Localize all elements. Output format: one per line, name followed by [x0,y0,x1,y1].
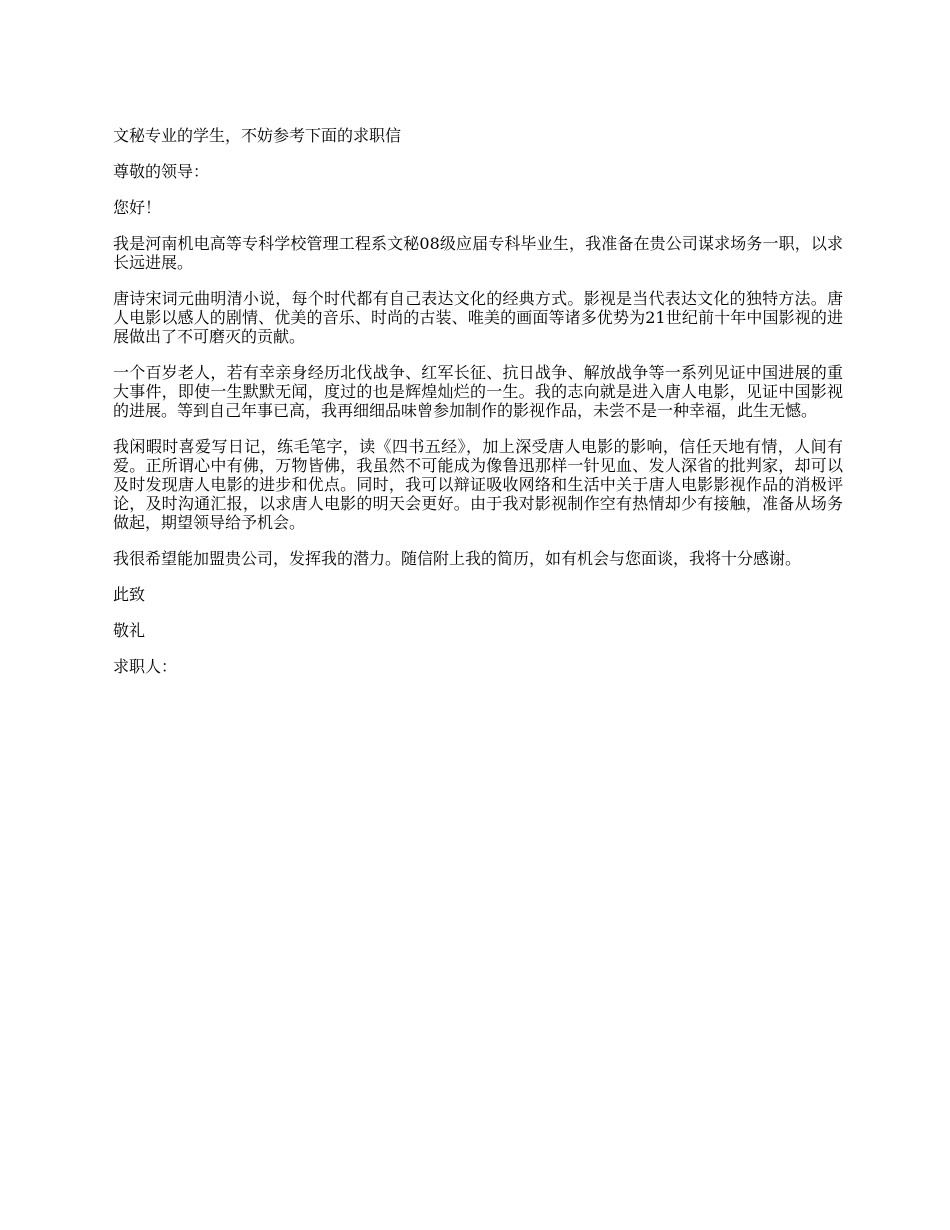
regards: 敬礼 [113,621,146,640]
closing: 此致 [113,585,146,604]
letter-body [113,126,843,693]
paragraph-2: 唐诗宋词元曲明清小说，每个时代都有自己表达文化的经典方式。影视是当代表达文化的独特方法。唐人电影以感人的剧情、优美的音乐、时尚的古装、唯美的画面等诸多优势为21世纪前十年中国影视的进展做出了不可磨灭的贡献。 [113,289,843,346]
greeting: 您好！ [113,198,162,217]
signature: 求职人： [113,657,178,676]
paragraph-3: 一个百岁老人，若有幸亲身经历北伐战争、红军长征、抗日战争、解放战争等一系列见证中国进展的重大事件，即使一生默默无闻，度过的也是辉煌灿烂的一生。我的志向就是进入唐人电影，见证中国影视的进展。等到自己年事已高，我再细细品味曾参加制作的影视作品，未尝不是一种幸福，此生无憾。 [113,363,843,420]
salutation: 尊敬的领导： [113,162,210,181]
intro-line: 文秘专业的学生，不妨参考下面的求职信 [113,126,402,145]
paragraph-1: 我是河南机电高等专科学校管理工程系文秘08级应届专科毕业生，我准备在贵公司谋求场务一职，以求长远进展。 [113,234,843,272]
paragraph-5: 我很希望能加盟贵公司，发挥我的潜力。随信附上我的简历，如有机会与您面谈，我将十分感谢。 [113,549,802,568]
paragraph-4: 我闲暇时喜爱写日记，练毛笔字，读《四书五经》，加上深受唐人电影的影响，信任天地有情，人间有爱。正所谓心中有佛，万物皆佛，我虽然不可能成为像鲁迅那样一针见血、发人深省的批判家，却可以及时发现唐人电影的进步和优点。同时，我可以辩证吸收网络和生活中关于唐人电影影视作品的消极评论，及时沟通汇报，以求唐人电影的明天会更好。由于我对影视制作空有热情却少有接触，准备从场务做起，期望领导给予机会。 [113,437,843,532]
